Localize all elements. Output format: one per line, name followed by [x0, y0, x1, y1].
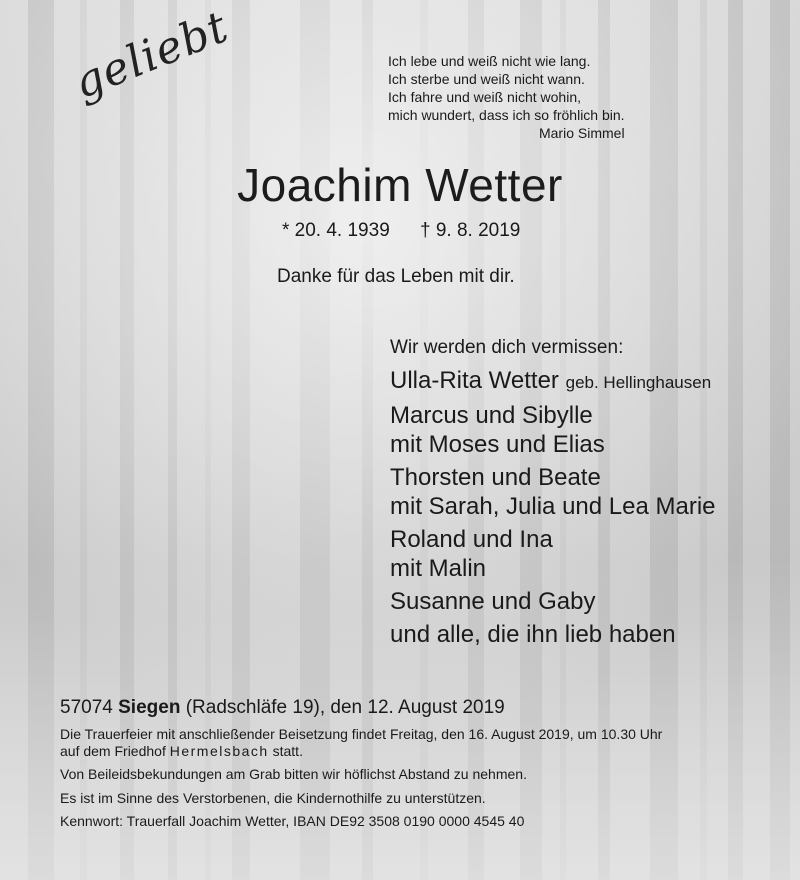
mourners-heading: Wir werden dich vermissen: [390, 337, 624, 358]
zip-code: 57074 [60, 697, 113, 718]
mourner-group [390, 587, 716, 616]
funeral-suffix: statt. [272, 743, 303, 759]
mourner-group [390, 401, 716, 459]
mourner-name: Roland und Ina [390, 526, 553, 553]
mourner-group [390, 366, 716, 397]
mourner-note: geb. Hellinghausen [565, 373, 712, 392]
poem-author: Mario Simmel [538, 125, 625, 141]
handwritten-word: geliebt [66, 1, 236, 109]
donation-iban: Kennwort: Trauerfall Joachim Wetter, IBAN DE92 3508 0190 0000 4545 40 [60, 813, 525, 829]
mourner-group [390, 525, 716, 583]
poem-line: Ich lebe und weiß nicht wie lang. [388, 53, 591, 69]
mourner-name: Thorsten und Beate [390, 464, 601, 491]
birth-date: * 20. 4. 1939 [282, 220, 390, 241]
poem-line: Ich fahre und weiß nicht wohin, [388, 89, 581, 105]
mourner-name: mit Malin [390, 555, 487, 582]
mourner-name: Marcus und Sibylle [390, 402, 593, 429]
poem-line: mich wundert, dass ich so fröhlich bin. [388, 107, 625, 123]
mourners-list [390, 366, 716, 653]
charity-note: Es ist im Sinne des Verstorbenen, die Kindernothilfe zu unterstützen. [60, 790, 486, 806]
mourner-name: und alle, die ihn lieb haben [390, 621, 676, 648]
death-date: † 9. 8. 2019 [420, 220, 521, 241]
mourner-name: Susanne und Gaby [390, 588, 596, 615]
deceased-name: Joachim Wetter [237, 159, 563, 211]
mourner-group [390, 463, 716, 521]
condolence-note: Von Beileidsbekundungen am Grab bitten wir höflichst Abstand zu nehmen. [60, 766, 527, 782]
funeral-line [60, 743, 662, 760]
mourner-name: mit Moses und Elias [390, 431, 605, 458]
thanks-line: Danke für das Leben mit dir. [277, 266, 515, 287]
place-date-line [60, 697, 505, 719]
funeral-line: Die Trauerfeier mit anschließender Beisetzung findet Freitag, den 16. August 2019, um 10.30 Uhr [60, 726, 663, 742]
poem [388, 52, 625, 142]
poem-line: Ich sterbe und weiß nicht wann. [388, 71, 585, 87]
city: Siegen [118, 697, 181, 718]
funeral-prefix: auf dem Friedhof [60, 743, 166, 759]
mourner-group [390, 620, 716, 649]
mourner-name: mit Sarah, Julia und Lea Marie [390, 493, 716, 520]
mourner-name: Ulla-Rita Wetter [390, 367, 559, 394]
address-date: (Radschläfe 19), den 12. August 2019 [185, 697, 505, 718]
funeral-info [60, 726, 662, 760]
cemetery-name: Hermelsbach [169, 743, 269, 759]
